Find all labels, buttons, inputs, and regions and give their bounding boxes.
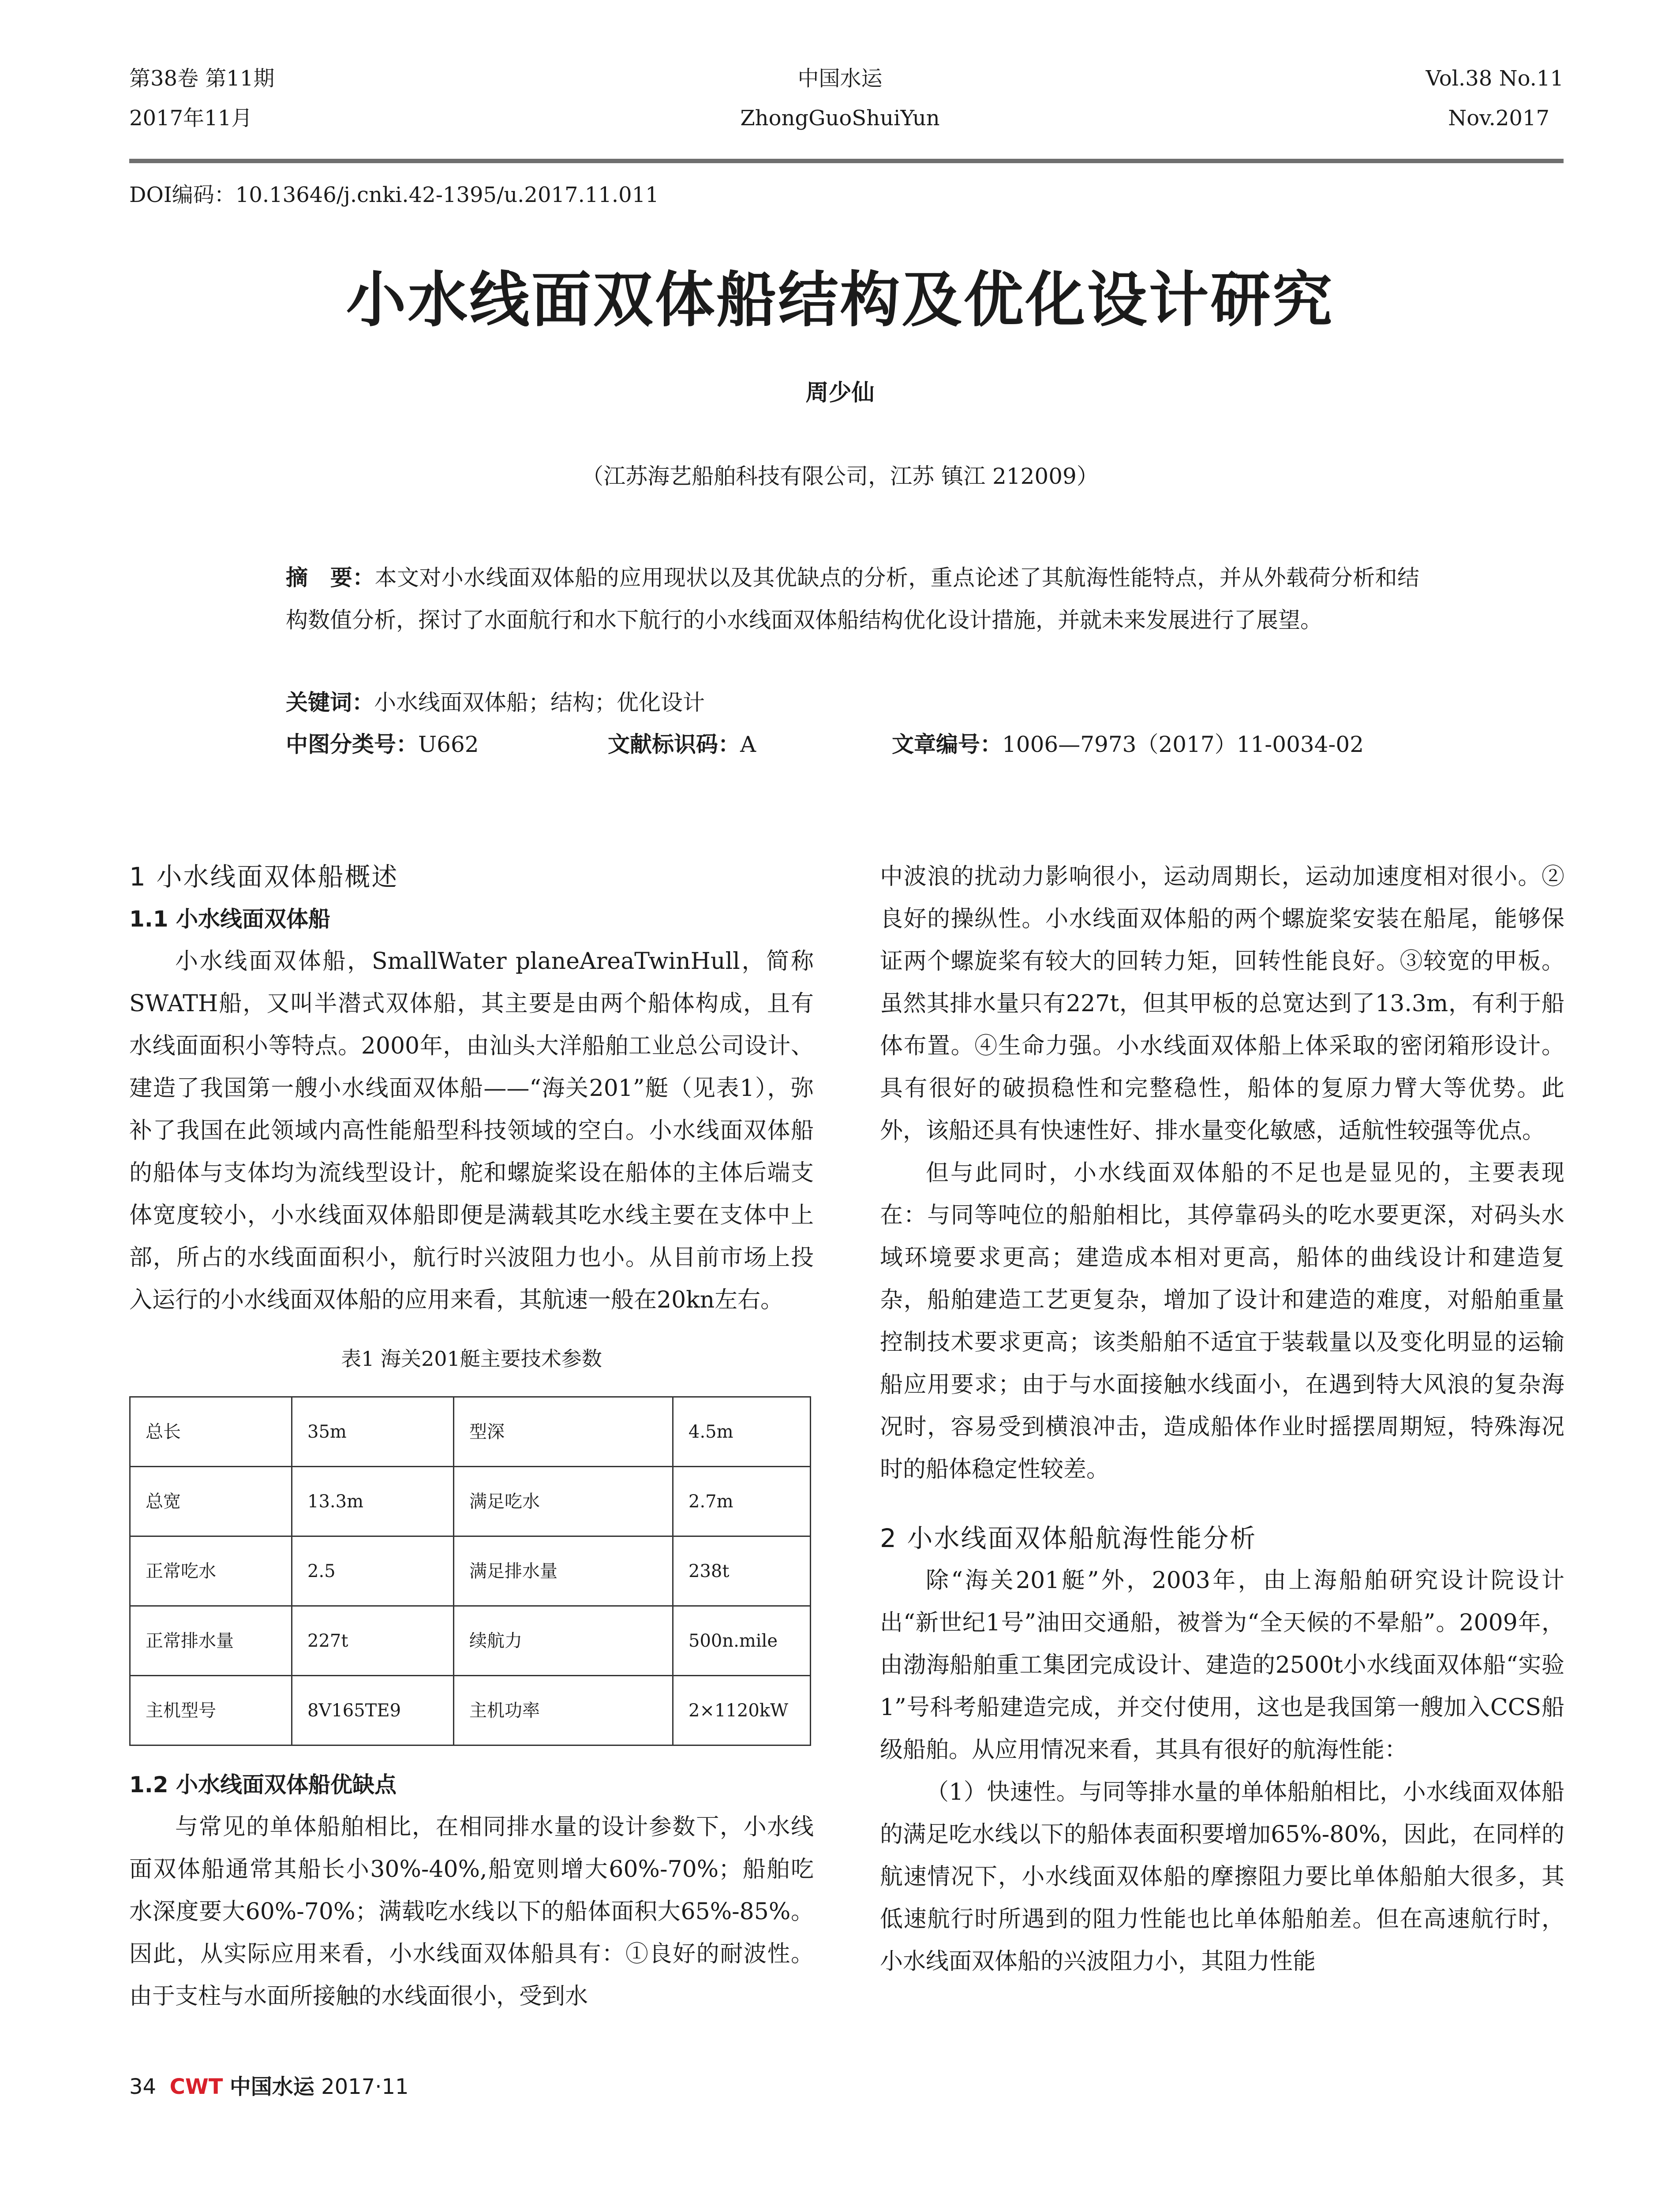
doc-code [608,723,756,766]
clc-number [286,723,479,766]
paragraph: 中波浪的扰动力影响很小，运动周期长，运动加速度相对很小。②良好的操纵性。小水线面双体船的两个螺旋桨安装在船尾，能够保证两个螺旋桨有较大的回转力矩，回转性能良好。③较宽的甲板。虽然其排水量只有227t，但其甲板的总宽达到了13.3m，有利于船体布置。④生命力强。小水线面双体船上体采取的密闭箱形设计。具有很好的破损稳性和完整稳性，船体的复原力臂大等优势。此外，该船还具有快速性好、排水量变化敏感，适航性较强等优点。 [880,863,1564,1144]
table-cell: 总长 [130,1397,292,1467]
author: 周少仙 [805,380,875,406]
table-cell: 满足吃水 [454,1467,673,1536]
right-column [880,856,1564,1983]
table-cell: 主机功率 [454,1676,673,1745]
doc-value: A [740,732,756,757]
abstract [286,557,1419,641]
table-cell: 满足排水量 [454,1536,673,1606]
clc-label: 中图分类号： [286,732,418,757]
paragraph: 但与此同时，小水线面双体船的不足也是显见的，主要表现在：与同等吨位的船舶相比，其停靠码头的吃水要更深，对码头水域环境要求更高；建造成本相对更高，船体的曲线设计和建造复杂，船舶建造工艺更复杂，增加了设计和建造的难度，对船舶重量控制技术要求更高；该类船舶不适宜于装载量以及变化明显的运输船应用要求；由于与水面接触水线面小，在遇到特大风浪的复杂海况时，容易受到横浪冲击，造成船体作业时摇摆周期短，特殊海况时的船体稳定性较差。 [880,1160,1564,1483]
section-1-heading: 1 小水线面双体船概述 [129,862,399,892]
left-column [129,856,814,2018]
table-cell: 2.7m [673,1467,811,1536]
keywords-label: 关键词： [286,690,374,715]
table-row [130,1397,811,1467]
table-cell: 正常排水量 [130,1606,292,1676]
paragraph: （1）快速性。与同等排水量的单体船舶相比，小水线面双体船的满足吃水线以下的船体表面积要增加65%-80%，因此，在同样的航速情况下，小水线面双体船的摩擦阻力要比单体船舶大很多，其低速航行时所遇到的阻力性能也比单体船舶差。但在高速航行时，小水线面双体船的兴波阻力小，其阻力性能 [880,1779,1564,1975]
header-vol-en: Vol.38 No.11 [1426,66,1564,91]
paragraph: 小水线面双体船，SmallWater planeAreaTwinHull，简称SWATH船，又叫半潜式双体船，其主要是由两个船体构成，且有水线面面积小等特点。2000年，由汕头大洋船舶工业总公司设计、建造了我国第一艘小水线面双体船——“海关201”艇（见表1），弥补了我国在此领域内高性能船型科技领域的空白。小水线面双体船的船体与支体均为流线型设计，舵和螺旋桨设在船体的主体后端支体宽度较小，小水线面双体船即便是满载其吃水线主要在支体中上部，所占的水线面面积小，航行时兴波阻力也小。从目前市场上投入运行的小水线面双体船的应用来看，其航速一般在20kn左右。 [129,948,814,1313]
table-cell: 500n.mile [673,1606,811,1676]
footer-journal: 中国水运 [229,2074,314,2099]
table-cell: 正常吃水 [130,1536,292,1606]
table-cell: 35m [292,1397,454,1467]
paragraph: 除“海关201艇”外，2003年，由上海船舶研究设计院设计出“新世纪1号”油田交通船，被誉为“全天候的不晕船”。2009年，由渤海船舶重工集团完成设计、建造的2500t小水线面双体船“实验1”号科考船建造完成，并交付使用，这也是我国第一艘加入CCS船级船舶。从应用情况来看，其具有很好的航海性能： [880,1567,1564,1763]
paper-title: 小水线面双体船结构及优化设计研究 [346,265,1334,335]
header-rule [129,159,1564,163]
table-row [130,1536,811,1606]
footer [129,2074,409,2100]
table-cell: 227t [292,1606,454,1676]
cwt-logo: CWT [169,2074,223,2099]
table-cell: 238t [673,1536,811,1606]
header-date-en: Nov.2017 [1448,106,1549,131]
page-number: 34 [129,2074,157,2099]
paragraph: 与常见的单体船舶相比，在相同排水量的设计参数下，小水线面双体船通常其船长小30%-40%,船宽则增大60%-70%；船舶吃水深度要大60%-70%；满载吃水线以下的船体面积大65%-85%。因此，从实际应用来看，小水线面双体船具有：①良好的耐波性。由于支柱与水面所接触的水线面很小，受到水 [129,1814,814,2010]
table-cell: 8V165TE9 [292,1676,454,1745]
article-number [892,723,1364,766]
table-caption: 表1 海关201艇主要技术参数 [341,1347,602,1371]
table-row [130,1606,811,1676]
table-cell: 型深 [454,1397,673,1467]
table-cell: 2×1120kW [673,1676,811,1745]
doc-label: 文献标识码： [608,732,740,757]
header-date: 2017年11月 [129,106,253,131]
header-volume: 第38卷 第11期 [129,66,275,91]
table-cell: 总宽 [130,1467,292,1536]
header-journal: 中国水运 [797,66,883,91]
doi: DOI编码：10.13646/j.cnki.42-1395/u.2017.11.011 [129,183,659,207]
section-1-2-heading: 1.2 小水线面双体船优缺点 [129,1772,397,1798]
abstract-text: 本文对小水线面双体船的应用现状以及其优缺点的分析，重点论述了其航海性能特点，并从外载荷分析和结构数值分析，探讨了水面航行和水下航行的小水线面双体船结构优化设计措施，并就未来发展进行了展望。 [286,565,1420,633]
table-row [130,1467,811,1536]
section-1-1-heading: 1.1 小水线面双体船 [129,906,330,932]
table-cell: 2.5 [292,1536,454,1606]
table-cell: 续航力 [454,1606,673,1676]
table-cell: 主机型号 [130,1676,292,1745]
keywords [286,681,705,724]
keywords-text: 小水线面双体船；结构；优化设计 [374,690,705,715]
footer-issue: 2017·11 [321,2074,409,2099]
params-table [129,1396,811,1746]
table-cell: 4.5m [673,1397,811,1467]
affiliation: （江苏海艺船舶科技有限公司，江苏 镇江 212009） [581,463,1099,489]
article-label: 文章编号： [892,732,1002,757]
table-cell: 13.3m [292,1467,454,1536]
abstract-label: 摘 要： [286,565,375,590]
section-2-heading: 2 小水线面双体船航海性能分析 [880,1523,1257,1553]
article-value: 1006—7973（2017）11-0034-02 [1002,732,1364,757]
header-journal-pinyin: ZhongGuoShuiYun [740,106,940,131]
clc-value: U662 [418,732,479,757]
table-row [130,1676,811,1745]
